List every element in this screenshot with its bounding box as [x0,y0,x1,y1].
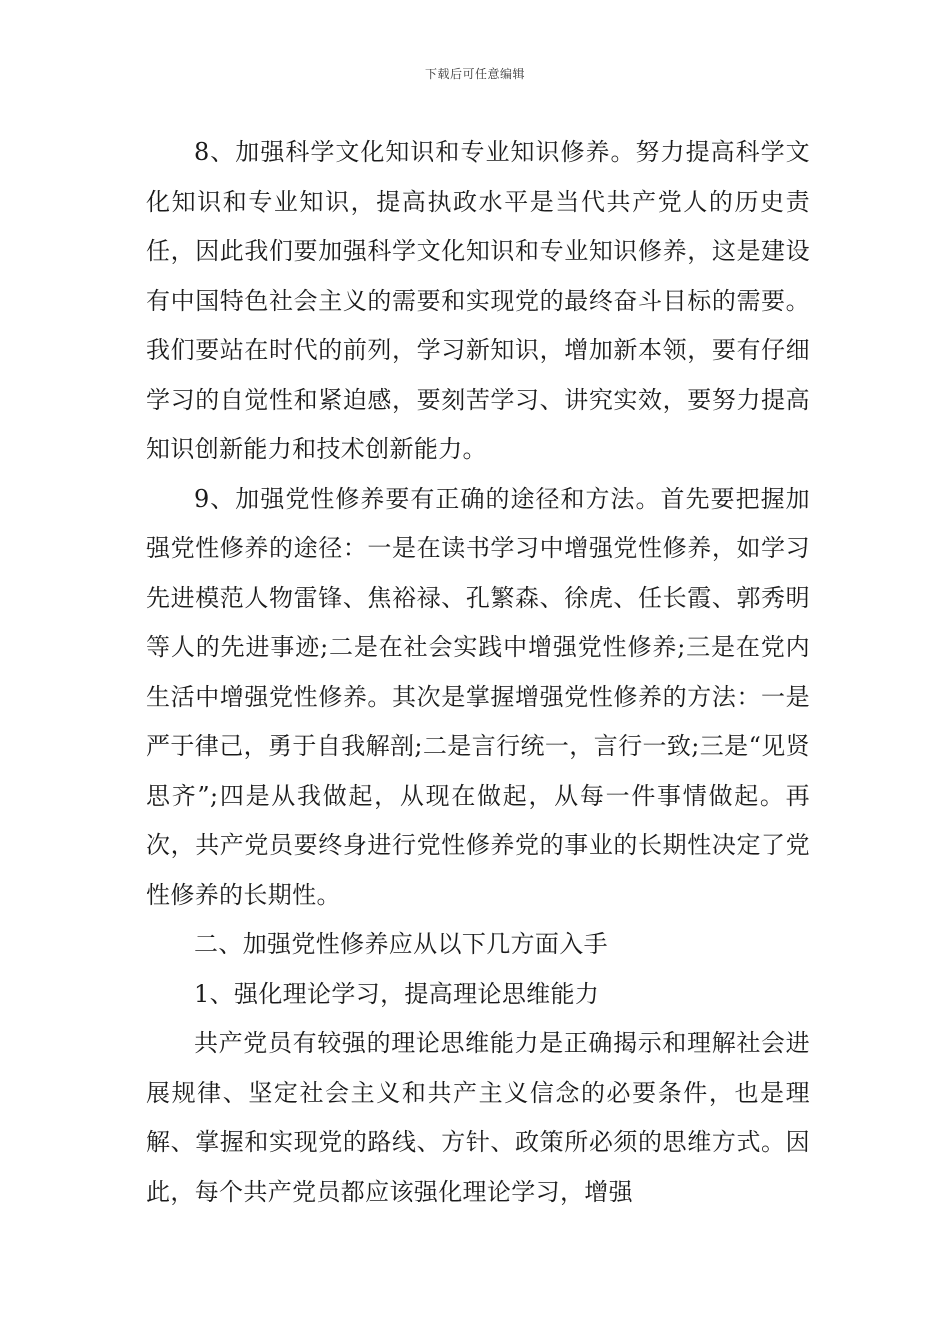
paragraph-theory: 共产党员有较强的理论思维能力是正确揭示和理解社会进展规律、坚定社会主义和共产主义信念的必要条件，也是理解、掌握和实现党的路线、方针、政策所必须的思维方式。因此，每个共产党员都应该强化理论学习，增强 [146,1029,810,1206]
paragraph-item-8: 8、加强科学文化知识和专业知识修养。努力提高科学文化知识和专业知识，提高执政水平是当代共产党人的历史责任，因此我们要加强科学文化知识和专业知识修养，这是建设有中国特色社会主义的需要和实现党的最终奋斗目标的需要。我们要站在时代的前列，学习新知识，增加新本领，要有仔细学习的自觉性和紧迫感，要刻苦学习、讲究实效，要努力提高知识创新能力和技术创新能力。 [146,138,810,463]
page-header: 下载后可任意编辑 [424,67,525,81]
paragraph-item-9: 9、加强党性修养要有正确的途径和方法。首先要把握加强党性修养的途径：一是在读书学习中增强党性修养，如学习先进模范人物雷锋、焦裕禄、孔繁森、徐虎、任长霞、郭秀明等人的先进事迹;二是在社会实践中增强党性修养;三是在党内生活中增强党性修养。其次是掌握增强党性修养的方法：一是严于律己，勇于自我解剖;二是言行统一，言行一致;三是“见贤思齐”;四是从我做起，从现在做起，从每一件事情做起。再次，共产党员要终身进行党性修养党的事业的长期性决定了党性修养的长期性。 [146,484,810,909]
document-body [146,128,810,1217]
section-heading: 二、加强党性修养应从以下几方面入手 [194,930,608,958]
subsection-heading: 1、强化理论学习，提高理论思维能力 [194,979,600,1008]
